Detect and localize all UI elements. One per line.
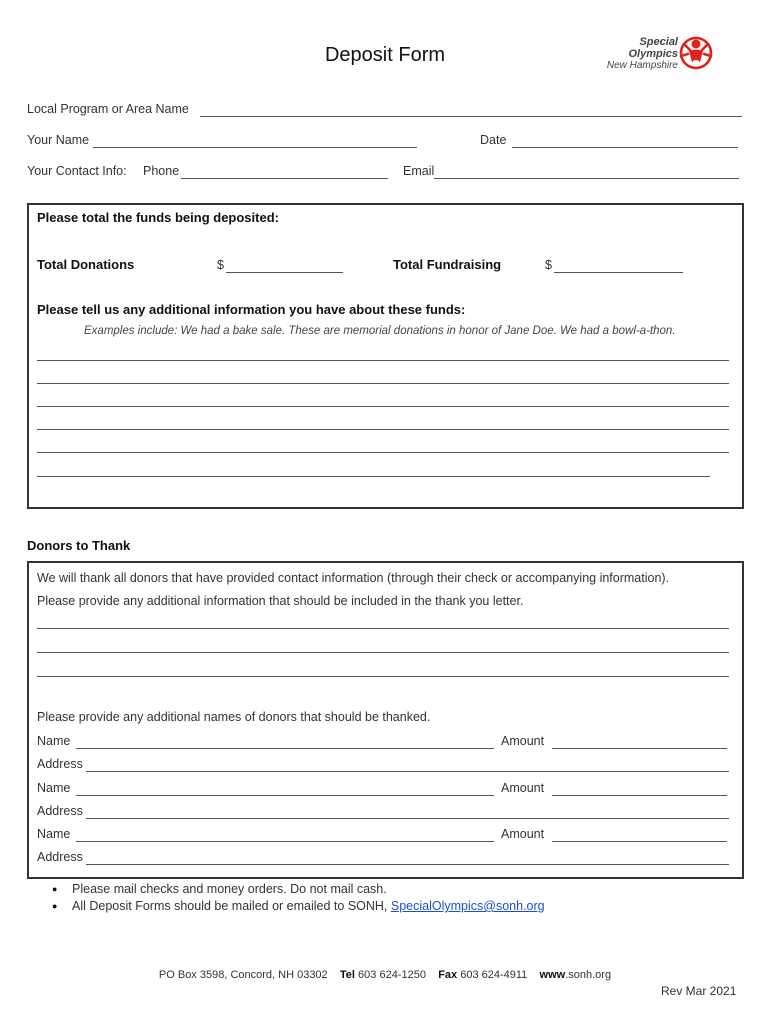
funds-info-line[interactable] xyxy=(37,429,729,430)
donations-dollar-sign: $ xyxy=(217,258,224,272)
funds-section xyxy=(27,203,744,509)
donor-address-line[interactable] xyxy=(86,818,729,819)
date-label: Date xyxy=(480,133,507,147)
donor-amount-line[interactable] xyxy=(552,748,727,749)
funds-heading: Please total the funds being deposited: xyxy=(37,210,279,225)
donor-name-line[interactable] xyxy=(76,748,494,749)
funds-info-line[interactable] xyxy=(37,452,729,453)
total-donations-label: Total Donations xyxy=(37,257,135,272)
donors-intro-2: Please provide any additional information that should be included in the thank you letter. xyxy=(37,594,524,608)
instruction-text: Please mail checks and money orders. Do not mail cash. xyxy=(72,882,387,896)
footer-tel-label: Tel xyxy=(339,969,355,981)
funds-info-line[interactable] xyxy=(37,476,710,477)
total-fundraising-label: Total Fundraising xyxy=(393,257,502,272)
revision-note: Rev Mar 2021 xyxy=(661,984,737,998)
date-input-line[interactable] xyxy=(512,147,738,148)
letter-info-line[interactable] xyxy=(37,652,729,653)
letter-info-line[interactable] xyxy=(37,628,729,629)
phone-input-line[interactable] xyxy=(181,178,388,179)
donor-amount-line[interactable] xyxy=(552,841,727,842)
footer-web-label: www xyxy=(539,969,566,981)
funds-info-heading: Please tell us any additional information you have about these funds: xyxy=(37,302,466,317)
donor-address-label: Address xyxy=(37,757,83,771)
donor-address-line[interactable] xyxy=(86,771,729,772)
funds-info-line[interactable] xyxy=(37,406,729,407)
logo-text xyxy=(590,36,678,60)
special-olympics-logo xyxy=(590,30,720,80)
fundraising-input-line[interactable] xyxy=(554,272,683,273)
sonh-email-link[interactable]: SpecialOlympics@sonh.org xyxy=(390,899,545,913)
program-label: Local Program or Area Name xyxy=(27,102,189,116)
donations-input-line[interactable] xyxy=(226,272,343,273)
logo-line-1: Special xyxy=(639,36,678,48)
donor-name-label: Name xyxy=(37,781,71,795)
phone-label: Phone xyxy=(143,164,180,178)
funds-info-line[interactable] xyxy=(37,360,729,361)
footer-address: PO Box 3598, Concord, NH 03302 xyxy=(158,969,328,981)
instruction-item xyxy=(52,881,545,898)
donors-intro-1: We will thank all donors that have provided contact information (through their check or accompanying information). xyxy=(37,571,670,585)
donor-name-label: Name xyxy=(37,827,71,841)
program-input-line[interactable] xyxy=(200,116,742,117)
funds-info-line[interactable] xyxy=(37,383,729,384)
footer-fax: 603 624-4911 xyxy=(460,969,528,981)
special-olympics-emblem-icon xyxy=(676,32,716,74)
page-title: Deposit Form xyxy=(324,44,446,66)
logo-subtext: New Hampshire xyxy=(606,60,678,71)
instruction-item xyxy=(52,898,545,915)
donor-name-line[interactable] xyxy=(76,795,494,796)
donor-amount-label: Amount xyxy=(501,781,545,795)
footer-tel: 603 624-1250 xyxy=(358,969,426,981)
name-label: Your Name xyxy=(27,133,90,147)
donor-amount-label: Amount xyxy=(501,734,545,748)
letter-info-line[interactable] xyxy=(37,676,729,677)
donor-names-prompt: Please provide any additional names of donors that should be thanked. xyxy=(37,710,431,724)
donor-address-label: Address xyxy=(37,804,83,818)
donor-amount-line[interactable] xyxy=(552,795,727,796)
fundraising-dollar-sign: $ xyxy=(545,258,552,272)
funds-examples: Examples include: We had a bake sale. These are memorial donations in honor of Jane Doe. We had a bowl-a-thon. xyxy=(84,325,676,337)
logo-line-2: Olympics xyxy=(628,48,678,60)
email-label: Email xyxy=(403,164,435,178)
name-input-line[interactable] xyxy=(93,147,417,148)
donor-name-label: Name xyxy=(37,734,71,748)
contact-label: Your Contact Info: xyxy=(27,164,127,178)
footer-web: .sonh.org xyxy=(565,969,612,981)
instruction-text: All Deposit Forms should be mailed or emailed to SONH, xyxy=(72,899,388,913)
donor-address-line[interactable] xyxy=(86,864,729,865)
donors-heading: Donors to Thank xyxy=(27,538,131,553)
donor-address-label: Address xyxy=(37,850,83,864)
donor-name-line[interactable] xyxy=(76,841,494,842)
footer-fax-label: Fax xyxy=(438,969,458,981)
email-input-line[interactable] xyxy=(434,178,739,179)
footer-contact xyxy=(0,969,770,981)
donor-amount-label: Amount xyxy=(501,827,545,841)
instructions-list xyxy=(52,881,545,915)
